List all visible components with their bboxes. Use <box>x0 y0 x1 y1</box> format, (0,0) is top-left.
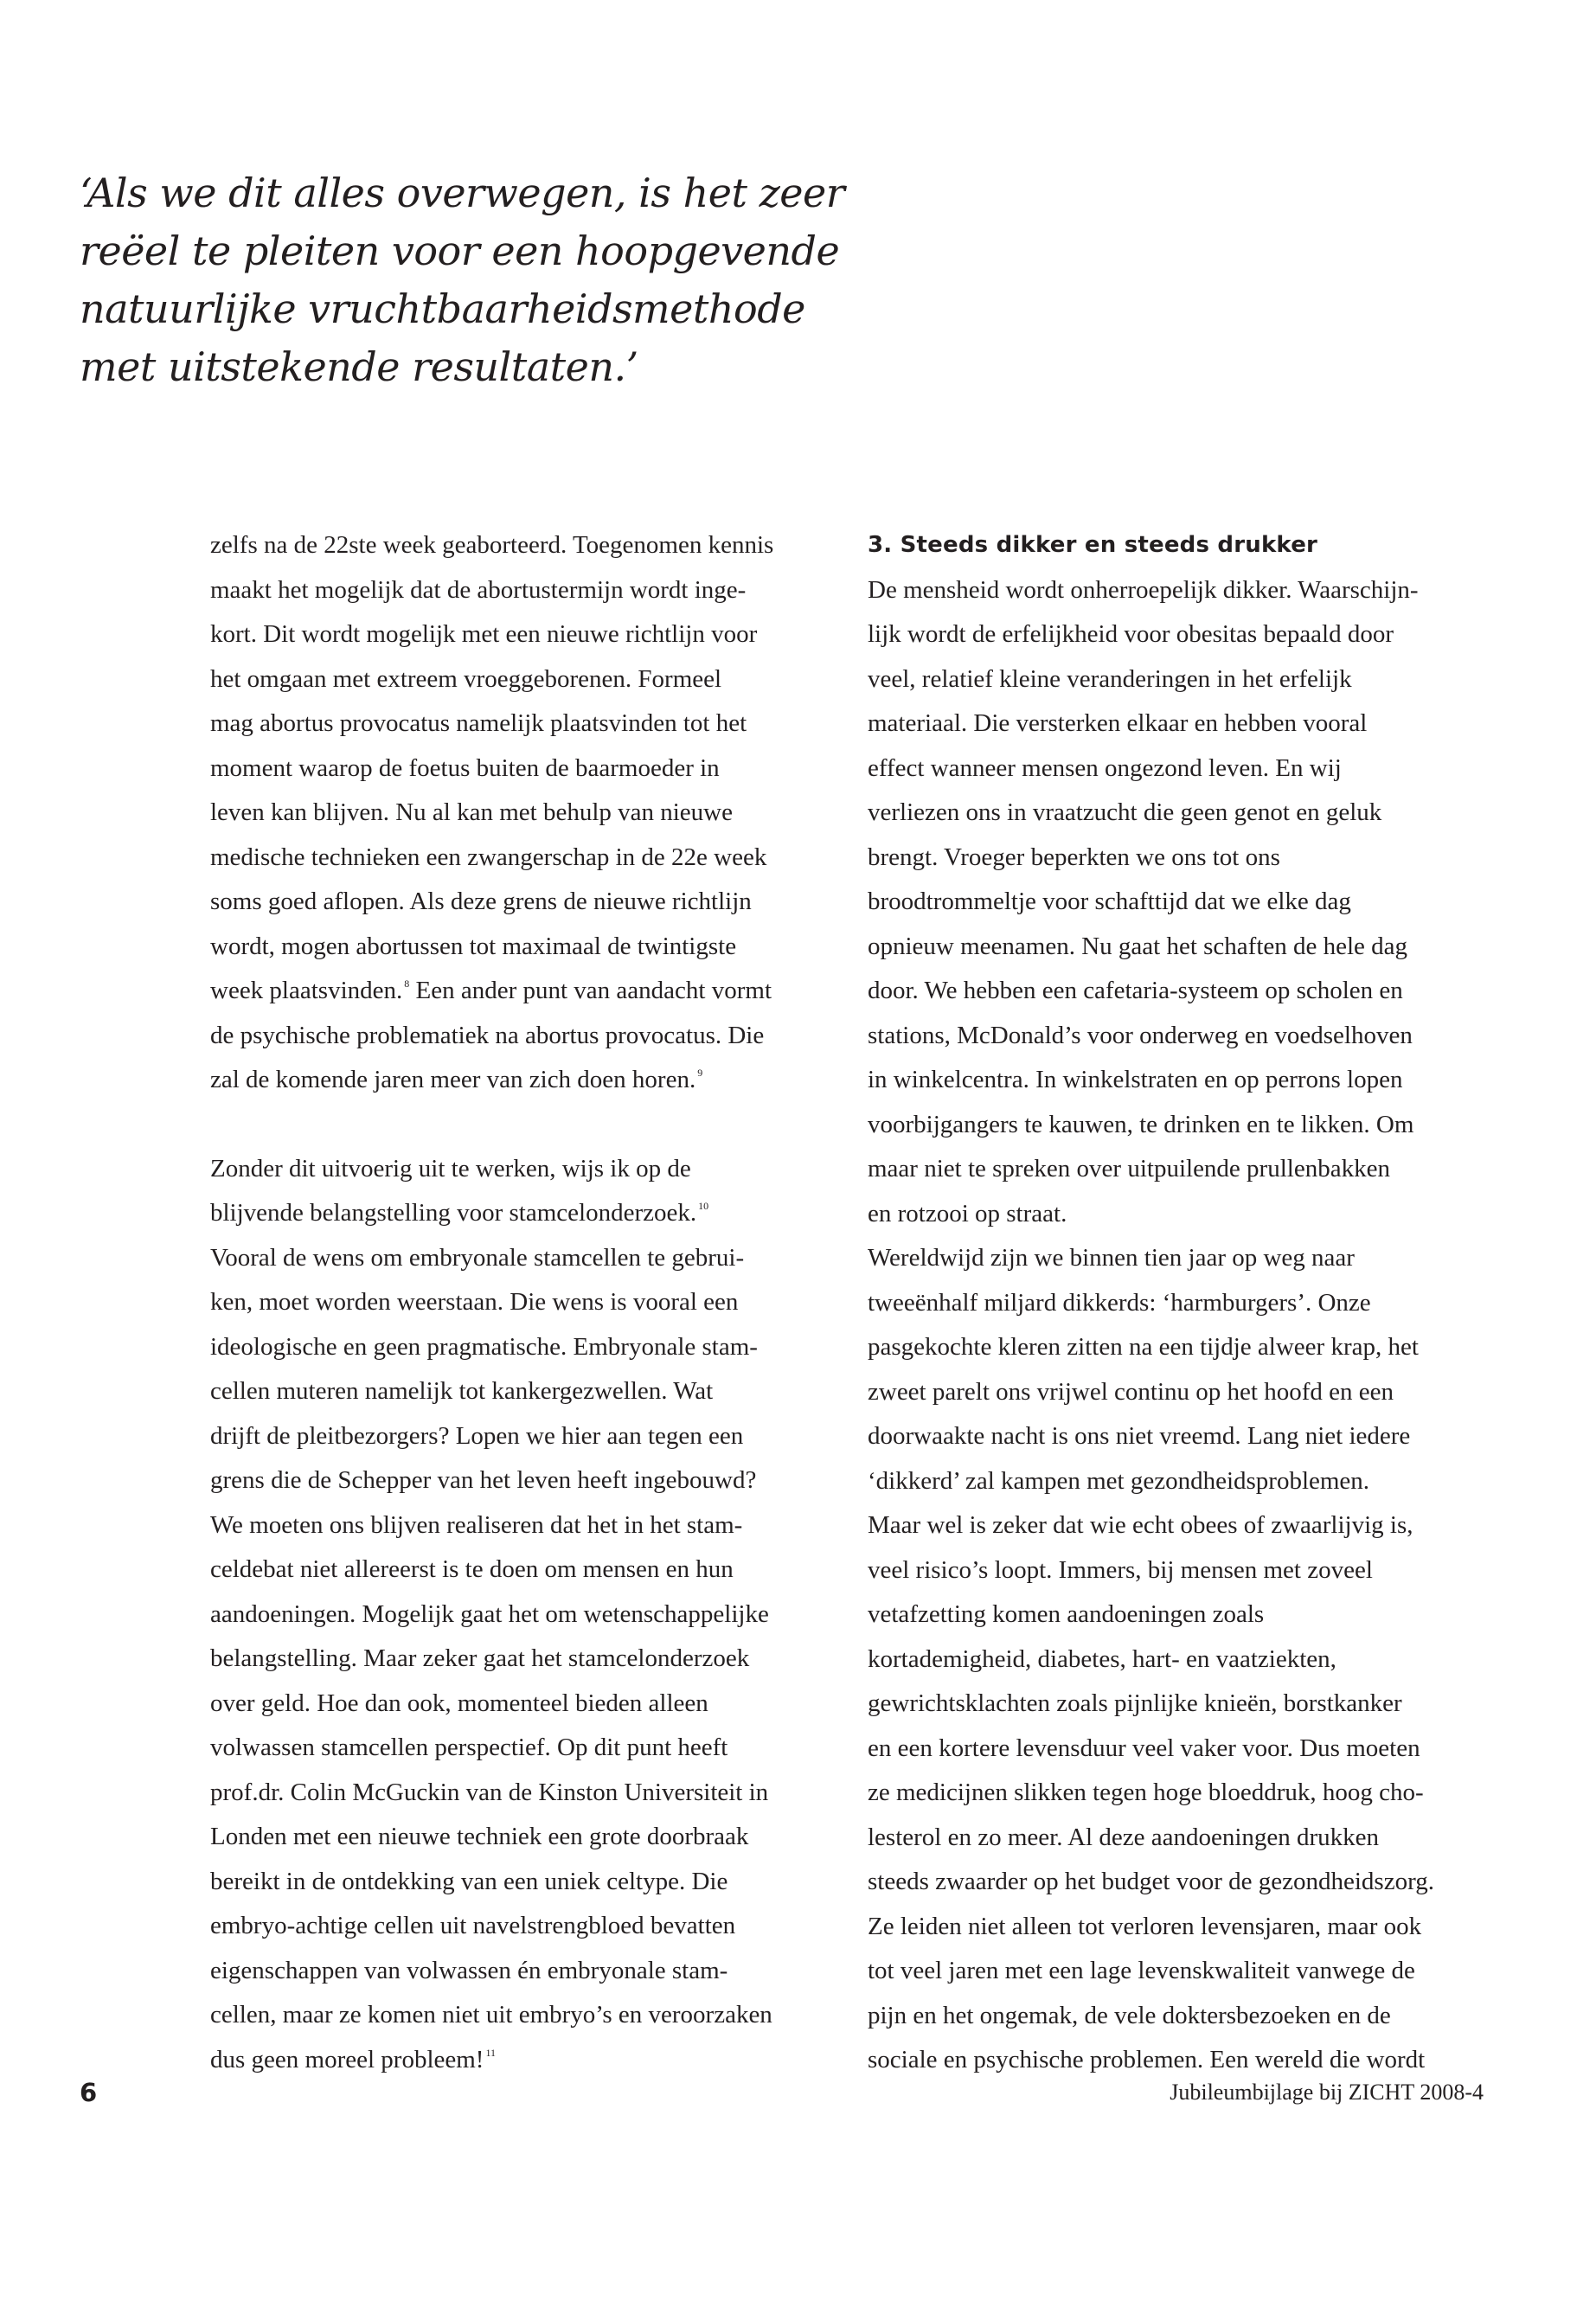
publication-footer: Jubileumbijlage bij ZICHT 2008-4 <box>1170 2080 1484 2105</box>
text-line: lesterol en zo meer. Al deze aandoeningen drukken <box>868 1823 1380 1851</box>
text-line: lijk wordt de erfelijkheid voor obesitas bepaald door <box>868 620 1394 648</box>
section-heading: 3. Steeds dikker en steeds drukker <box>868 532 1318 558</box>
text-line: voorbijgangers te kauwen, te drinken en te likken. Om <box>868 1110 1414 1138</box>
text-line: mag abortus provocatus namelijk plaatsvinden tot het <box>210 709 747 737</box>
text-line <box>210 2038 833 2083</box>
text-line: stations, McDonald’s voor onderweg en voedselhoven <box>868 1021 1413 1049</box>
text-line: drijft de pleitbezorgers? Lopen we hier aan tegen een <box>210 1421 744 1450</box>
text-line: pijn en het ongemak, de vele doktersbezoeken en de <box>868 2001 1391 2029</box>
paragraph-abortion <box>210 523 833 1103</box>
text-line: vetafzetting komen aandoeningen zoals <box>868 1600 1265 1628</box>
text-line: bereikt in de ontdekking van een uniek celtype. Die <box>210 1867 728 1895</box>
paragraph-spacer <box>210 1103 833 1147</box>
right-column <box>868 523 1490 2083</box>
pull-quote <box>80 164 945 396</box>
footnote-ref-10: 10 <box>698 1200 709 1212</box>
text-fragment: Een ander punt van aandacht vormt <box>409 977 772 1004</box>
text-line: effect wanneer mensen ongezond leven. En wij <box>868 753 1342 782</box>
text-line: Ze leiden niet alleen tot verloren levensjaren, maar ook <box>868 1912 1422 1940</box>
text-line: kort. Dit wordt mogelijk met een nieuwe richtlijn voor <box>210 620 758 648</box>
text-line: opnieuw meenamen. Nu gaat het schaften de hele dag <box>868 932 1408 960</box>
text-line: gewrichtsklachten zoals pijnlijke knieën, borstkanker <box>868 1689 1402 1717</box>
text-line: ‘dikkerd’ zal kampen met gezondheidsproblemen. <box>868 1466 1370 1495</box>
text-line: embryo-achtige cellen uit navelstrengbloed bevatten <box>210 1912 736 1939</box>
text-line: grens die de Schepper van het leven heeft ingebouwd? <box>210 1466 757 1494</box>
text-line: tot veel jaren met een lage levenskwaliteit vanwege de <box>868 1957 1415 1984</box>
text-line: zelfs na de 22ste week geaborteerd. Toegenomen kennis <box>210 531 774 559</box>
text-line: ken, moet worden weerstaan. Die wens is vooral een <box>210 1288 739 1316</box>
text-line: Vooral de wens om embryonale stamcellen te gebrui- <box>210 1243 745 1272</box>
text-line: en rotzooi op straat. <box>868 1199 1067 1227</box>
text-line: steeds zwaarder op het budget voor de gezondheidszorg. <box>868 1868 1434 1895</box>
text-line: ze medicijnen slikken tegen hoge bloeddruk, hoog cho- <box>868 1779 1424 1806</box>
text-line: pasgekochte kleren zitten na een tijdje alweer krap, het <box>868 1333 1419 1361</box>
pull-quote-line: ‘Als we dit alles overwegen, is het zeer <box>80 170 845 216</box>
text-fragment: week plaatsvinden. <box>210 977 403 1004</box>
text-line: We moeten ons blijven realiseren dat het in het stam- <box>210 1510 743 1539</box>
text-line <box>210 1191 833 1236</box>
left-column <box>210 523 833 2082</box>
text-line: tweeënhalf miljard dikkerds: ‘harmburgers’. Onze <box>868 1288 1371 1317</box>
text-line <box>210 969 833 1014</box>
text-line: moment waarop de foetus buiten de baarmoeder in <box>210 753 720 782</box>
text-line: het omgaan met extreem vroeggeborenen. Formeel <box>210 664 722 693</box>
text-line: veel risico’s loopt. Immers, bij mensen met zoveel <box>868 1555 1373 1584</box>
text-line: maar niet te spreken over uitpuilende prullenbakken <box>868 1155 1390 1183</box>
text-line: maakt het mogelijk dat de abortustermijn wordt inge- <box>210 575 747 604</box>
text-fragment: dus geen moreel probleem! <box>210 2045 484 2073</box>
paragraph-stem-cells <box>210 1147 833 2083</box>
text-line: cellen muteren namelijk tot kankergezwellen. Wat <box>210 1377 714 1405</box>
text-line: broodtrommeltje voor schafttijd dat we elke dag <box>868 888 1351 915</box>
text-line: belangstelling. Maar zeker gaat het stamcelonderzoek <box>210 1644 750 1672</box>
text-line: veel, relatief kleine veranderingen in het erfelijk <box>868 664 1352 693</box>
text-line: Zonder dit uitvoerig uit te werken, wijs ik op de <box>210 1154 691 1183</box>
text-line: ideologische en geen pragmatische. Embryonale stam- <box>210 1332 758 1361</box>
footnote-ref-8: 8 <box>404 977 410 990</box>
footnote-ref-11: 11 <box>485 2046 497 2059</box>
text-line: kortademigheid, diabetes, hart- en vaatziekten, <box>868 1644 1336 1673</box>
text-line: Maar wel is zeker dat wie echt obees of zwaarlijvig is, <box>868 1511 1413 1539</box>
page-number: 6 <box>80 2078 98 2107</box>
text-line: aandoeningen. Mogelijk gaat het om wetenschappelijke <box>210 1599 769 1628</box>
pull-quote-line: met uitstekende resultaten.’ <box>80 343 638 390</box>
text-line: sociale en psychische problemen. Een wereld die wordt <box>868 2046 1426 2073</box>
text-line: Wereldwijd zijn we binnen tien jaar op weg naar <box>868 1244 1355 1272</box>
pull-quote-line: reëel te pleiten voor een hoopgevende <box>80 228 840 274</box>
text-line: de psychische problematiek na abortus provocatus. Die <box>210 1021 765 1049</box>
text-line: cellen, maar ze komen niet uit embryo’s en veroorzaken <box>210 2001 772 2029</box>
footnote-ref-9: 9 <box>697 1067 703 1079</box>
text-line: De mensheid wordt onherroepelijk dikker. Waarschijn- <box>868 575 1419 604</box>
text-line: medische technieken een zwangerschap in de 22e week <box>210 843 767 871</box>
text-line: materiaal. Die versterken elkaar en hebben vooral <box>868 709 1368 737</box>
text-line: soms goed aflopen. Als deze grens de nieuwe richtlijn <box>210 888 752 915</box>
text-line: celdebat niet allereerst is te doen om mensen en hun <box>210 1555 734 1583</box>
text-line: verliezen ons in vraatzucht die geen genot en geluk <box>868 798 1382 826</box>
text-line <box>210 1058 833 1103</box>
text-line: door. We hebben een cafetaria-systeem op scholen en <box>868 977 1403 1004</box>
text-line: en een kortere levensduur veel vaker voor. Dus moeten <box>868 1734 1420 1762</box>
text-fragment: blijvende belangstelling voor stamcelonderzoek. <box>210 1199 697 1227</box>
text-line: prof.dr. Colin McGuckin van de Kinston Universiteit in <box>210 1778 769 1806</box>
text-line: in winkelcentra. In winkelstraten en op perrons lopen <box>868 1066 1403 1093</box>
pull-quote-line: natuurlijke vruchtbaarheidsmethode <box>80 285 805 332</box>
text-line: eigenschappen van volwassen én embryonale stam- <box>210 1956 728 1984</box>
text-line: doorwaakte nacht is ons niet vreemd. Lang niet iedere <box>868 1422 1411 1450</box>
text-line: leven kan blijven. Nu al kan met behulp van nieuwe <box>210 798 733 826</box>
text-fragment: zal de komende jaren meer van zich doen horen. <box>210 1066 696 1093</box>
text-line: wordt, mogen abortussen tot maximaal de twintigste <box>210 932 737 960</box>
text-line: Londen met een nieuwe techniek een grote doorbraak <box>210 1823 749 1850</box>
text-line: brengt. Vroeger beperkten we ons tot ons <box>868 843 1280 871</box>
text-line: zweet parelt ons vrijwel continu op het hoofd en een <box>868 1377 1394 1406</box>
text-line: over geld. Hoe dan ook, momenteel bieden alleen <box>210 1689 708 1717</box>
text-line: volwassen stamcellen perspectief. Op dit punt heeft <box>210 1734 728 1761</box>
